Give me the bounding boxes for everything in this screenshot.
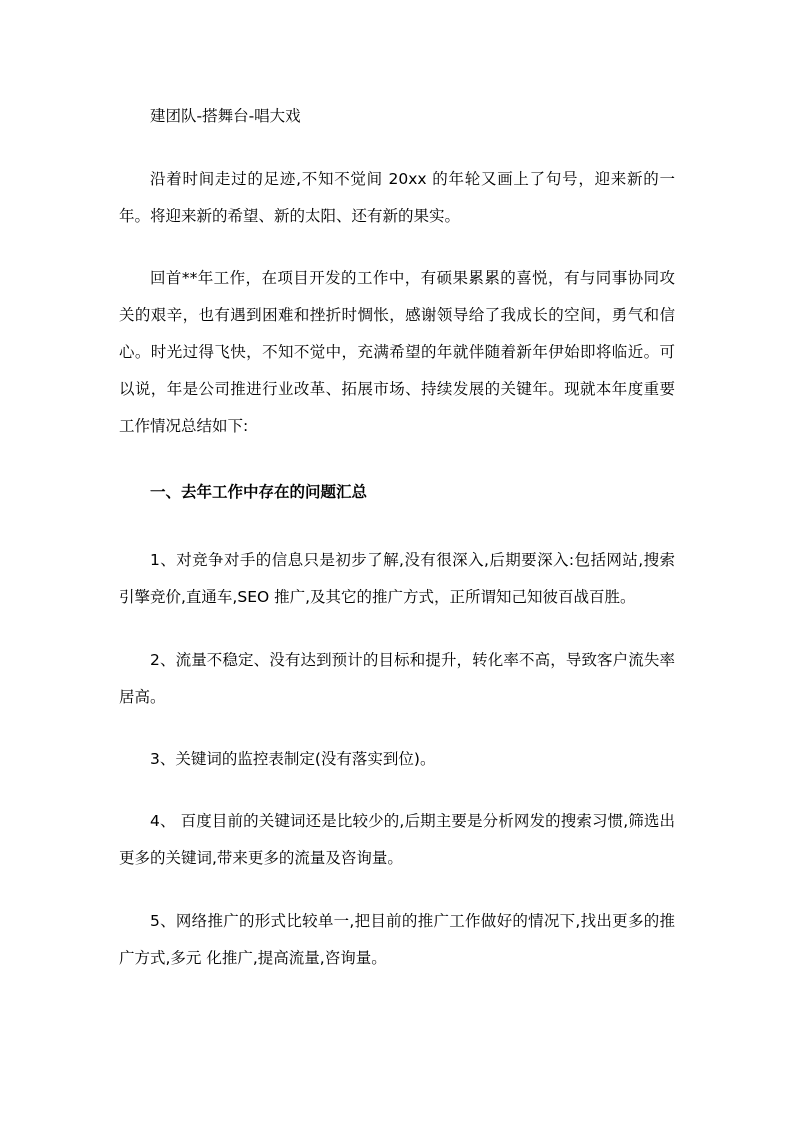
list-item: 3、关键词的监控表制定(没有落实到位)。: [150, 750, 436, 768]
review-paragraph: 回首**年工作，在项目开发的工作中，有硕果累累的喜悦，有与同事协同攻关的艰辛，也有遇到困难和挫折时惆怅，感谢领导给了我成长的空间，勇气和信心。时光过得飞快，不知不觉中，充满希望的年就伴随着新年伊始即将临近。可以说，年是公司推进行业改革、拓展市场、持续发展的关键年。现就本年度重要工作情况总结如下:: [119, 269, 675, 435]
intro-paragraph: 沿着时间走过的足迹,不知不觉间 20xx 的年轮又画上了句号，迎来新的一年。将迎来新的希望、新的太阳、还有新的果实。: [119, 170, 675, 225]
list-item: 5、网络推广的形式比较单一,把目前的推广工作做好的情况下,找出更多的推广方式,多元 化推广,提高流量,咨询量。: [119, 912, 675, 967]
list-item: 1、对竞争对手的信息只是初步了解,没有很深入,后期要深入:包括网站,搜索引擎竞价,直通车,SEO 推广,及其它的推广方式，正所谓知己知彼百战百胜。: [119, 551, 675, 606]
list-item: 4、 百度目前的关键词还是比较少的,后期主要是分析网发的搜索习惯,筛选出更多的关键词,带来更多的流量及咨询量。: [119, 812, 675, 867]
document-body: [119, 98, 675, 977]
document-title: 建团队-搭舞台-唱大戏: [150, 107, 301, 125]
list-item: 2、流量不稳定、没有达到预计的目标和提升，转化率不高，导致客户流失率居高。: [119, 651, 675, 706]
section-heading: 一、去年工作中存在的问题汇总: [150, 483, 368, 501]
